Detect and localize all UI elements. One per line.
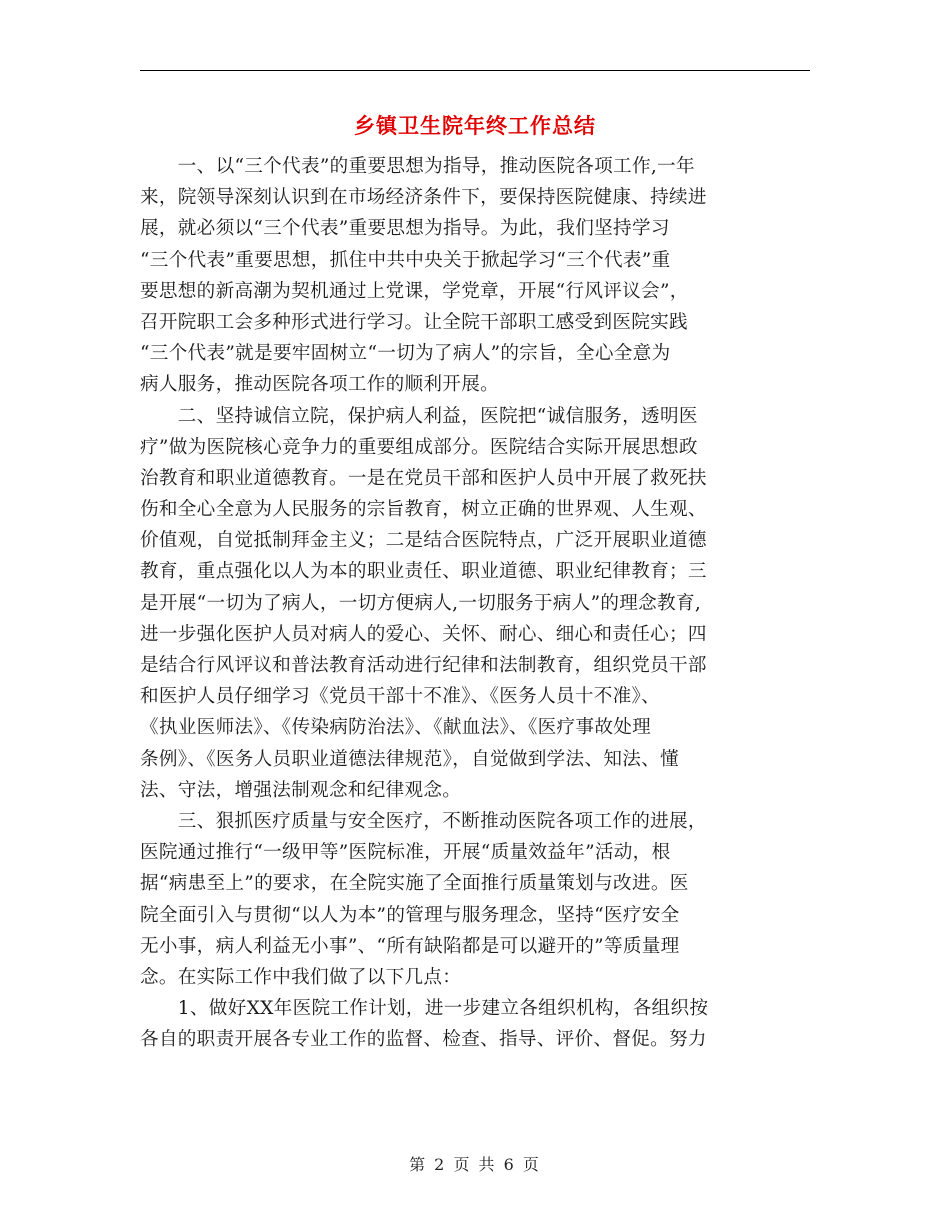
body-line: 条例》、《医务人员职业道德法律规范》，自觉做到学法、知法、懂 [140,748,679,770]
body-line: 念。在实际工作中我们做了以下几点： [140,966,462,988]
body-line: 伤和全心全意为人民服务的宗旨教育，树立正确的世界观、人生观、 [140,499,707,521]
body-line: 1、做好XX年医院工作计划，进一步建立各组织机构，各组织按 [140,998,709,1020]
body-line: 要思想的新高潮为契机通过上党课，学党章，开展“行风评议会”， [140,280,689,302]
document-title: 乡镇卫生院年终工作总结 [354,114,596,138]
body-line: “三个代表”就是要牢固树立“一切为了病人”的宗旨，全心全意为 [140,343,671,365]
body-line: 是结合行风评议和普法教育活动进行纪律和法制教育，组织党员干部 [140,655,707,676]
body-line: 进一步强化医护人员对病人的爱心、关怀、耐心、细心和责任心；四 [140,623,707,645]
document-body [140,151,812,1055]
body-line: 展，就必须以“三个代表”重要思想为指导。为此，我们坚持学习 [140,218,670,240]
body-line: 召开院职工会多种形式进行学习。让全院干部职工感受到医院实践 [140,311,688,333]
body-line: 二、坚持诚信立院，保护病人利益，医院把“诚信服务，透明医 [140,405,698,427]
body-line: 疗”做为医院核心竞争力的重要组成部分。医院结合实际开展思想政 [140,436,698,458]
body-line: 三、狠抓医疗质量与安全医疗，不断推动医院各项工作的进展， [140,810,707,832]
page-number-footer: 第 2 页 共 6 页 [409,1155,541,1174]
body-line: 来，院领导深刻认识到在市场经济条件下，要保持医院健康、持续进 [140,187,707,209]
body-line: 和医护人员仔细学习《党员干部十不准》、《医务人员十不准》、 [140,686,661,708]
body-line: 法、守法，增强法制观念和纪律观念。 [140,779,462,801]
body-line: 治教育和职业道德教育。一是在党员干部和医护人员中开展了救死扶 [140,467,707,489]
body-line: 一、以“三个代表”的重要思想为指导，推动医院各项工作,一年 [140,156,695,177]
body-line: 病人服务，推动医院各项工作的顺利开展。 [140,374,499,396]
body-line: “三个代表”重要思想，抓住中共中央关于掀起学习“三个代表”重 [140,249,671,271]
header-rule [140,70,810,71]
body-line: 无小事，病人利益无小事”、“所有缺陷都是可以避开的”等质量理 [140,935,680,957]
body-line: 价值观，自觉抵制拜金主义；二是结合医院特点，广泛开展职业道德 [140,530,707,552]
body-line: 《执业医师法》、《传染病防治法》、《献血法》、《医疗事故处理 [140,717,652,739]
body-line: 各自的职责开展各专业工作的监督、检查、指导、评价、督促。努力 [140,1029,707,1051]
body-line: 院全面引入与贯彻“以人为本”的管理与服务理念，坚持“医疗安全 [140,904,680,926]
body-line: 是开展“一切为了病人，一切方便病人,一切服务于病人”的理念教育, [140,592,702,614]
body-line: 医院通过推行“一级甲等”医院标准，开展“质量效益年”活动，根 [140,842,671,864]
body-line: 据“病患至上”的要求，在全院实施了全面推行质量策划与改进。医 [140,873,689,895]
body-line: 教育，重点强化以人为本的职业责任、职业道德、职业纪律教育；三 [140,561,707,583]
